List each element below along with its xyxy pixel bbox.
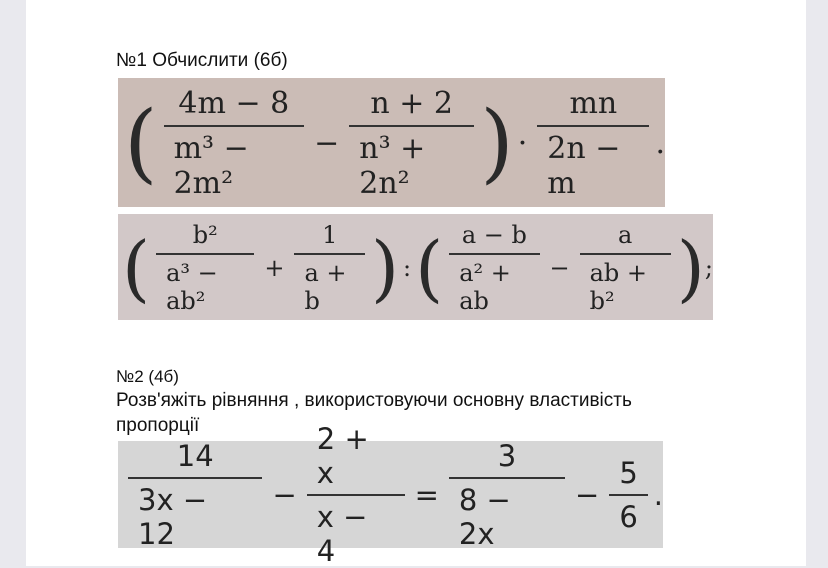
fraction-1 <box>128 439 262 551</box>
document-page <box>26 0 806 566</box>
fraction-3-numerator: mn <box>569 85 618 121</box>
fraction-4 <box>609 456 647 534</box>
fraction-3-numerator: a − b <box>461 221 527 249</box>
fraction-2-numerator: 2 + x <box>316 422 369 490</box>
expression2-photo <box>118 214 713 320</box>
multiply-dot: · <box>517 125 528 161</box>
fraction-3-denominator: a² + ab <box>459 259 511 315</box>
fraction-3 <box>449 221 539 315</box>
fraction-4-denominator: ab + b² <box>589 259 648 315</box>
minus-sign-1: − <box>272 478 297 512</box>
equals-sign: = <box>414 478 439 512</box>
fraction-1-denominator: m³ − 2m² <box>173 130 249 201</box>
divide-colon: : <box>403 254 412 282</box>
minus-sign: − <box>314 125 340 161</box>
fraction-4 <box>580 221 671 315</box>
fraction-1 <box>164 86 305 201</box>
end-semicolon: ; <box>704 254 713 282</box>
fraction-2 <box>349 86 474 201</box>
fraction-2 <box>294 221 364 315</box>
end-period: . <box>653 478 664 512</box>
task1-title: №1 Обчислити (6б) <box>116 50 288 71</box>
close-paren: ) <box>480 93 514 193</box>
minus-sign-2: − <box>575 478 600 512</box>
fraction-3-denominator: 2n − m <box>547 130 621 201</box>
fraction-2-denominator: n³ + 2n² <box>359 130 426 201</box>
fraction-2-denominator: a + b <box>304 259 347 315</box>
fraction-1-numerator: 4m − 8 <box>178 85 290 121</box>
fraction-3-denominator: 8 − 2x <box>458 483 511 551</box>
fraction-2 <box>307 422 405 568</box>
fraction-1-denominator: a³ − ab² <box>166 259 218 315</box>
plus-sign: + <box>264 254 285 282</box>
open-paren: ( <box>122 226 151 310</box>
fraction-3 <box>449 439 565 551</box>
fraction-2-numerator: 1 <box>322 221 338 249</box>
fraction-4-denominator: 6 <box>619 500 638 534</box>
fraction-3 <box>537 86 649 201</box>
fraction-1-denominator: 3x − 12 <box>138 483 208 551</box>
fraction-4-numerator: 5 <box>619 456 638 490</box>
open-paren: ( <box>124 93 158 193</box>
fraction-1-numerator: 14 <box>176 439 214 473</box>
open-paren-2: ( <box>415 226 444 310</box>
fraction-2-numerator: n + 2 <box>370 85 454 121</box>
task2-instruction-line2: пропорції <box>116 415 200 436</box>
fraction-2-denominator: x − 4 <box>316 500 368 568</box>
fraction-1 <box>156 221 254 315</box>
fraction-1-numerator: b² <box>192 221 218 249</box>
close-paren: ) <box>370 226 400 310</box>
close-paren-2: ) <box>676 226 705 310</box>
task2-instruction-line1: Розв'яжіть рівняння , використовуючи основну властивість <box>116 390 632 411</box>
minus-sign: − <box>549 254 570 282</box>
task2-title: №2 (4б) <box>116 367 179 386</box>
expression1-photo <box>118 78 665 207</box>
fraction-4-numerator: a <box>618 221 633 249</box>
end-period: . <box>655 125 665 161</box>
fraction-3-numerator: 3 <box>497 439 517 473</box>
